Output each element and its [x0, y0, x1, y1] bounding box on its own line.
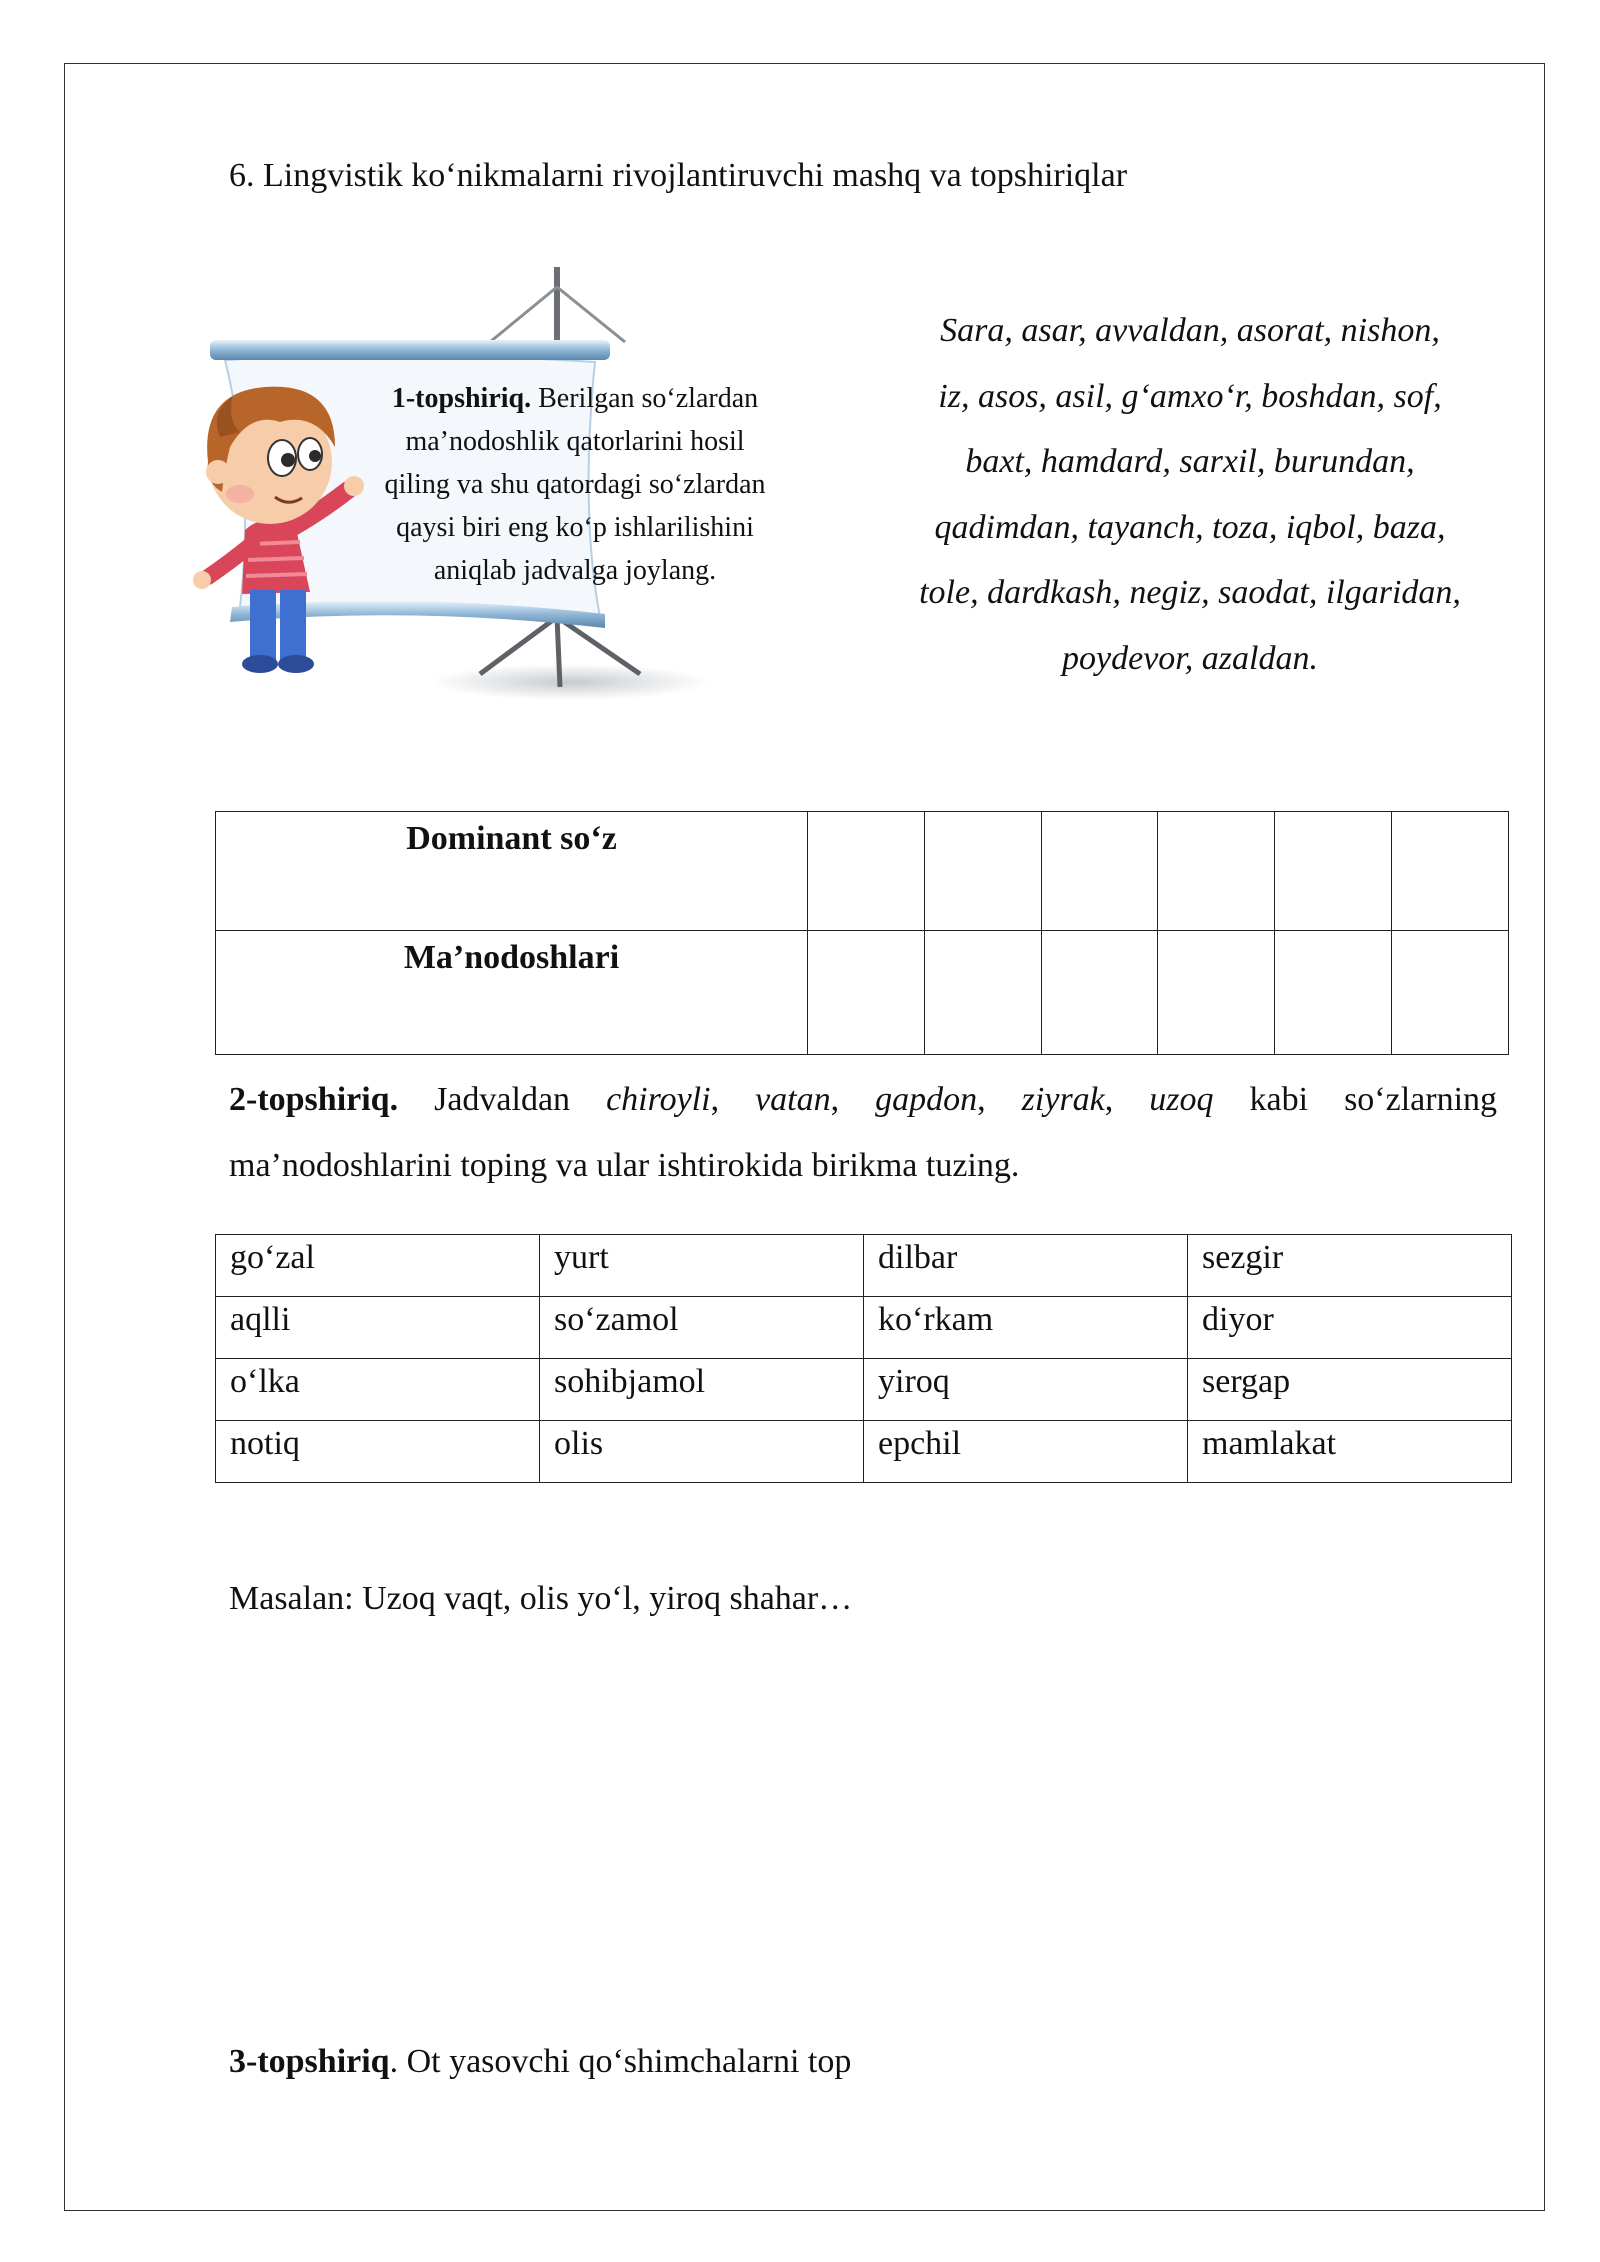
empty-cell[interactable]: [1041, 931, 1158, 1055]
word-table: [215, 1234, 1512, 1483]
row-label-dominant: Dominant so‘z: [216, 812, 808, 931]
section-heading: 6. Lingvistik ko‘nikmalarni rivojlantiruvchi mashq va topshiriqlar: [229, 157, 1128, 194]
table-row: [216, 812, 1509, 931]
empty-cell[interactable]: [1158, 812, 1275, 931]
task-2-word: uzoq: [1149, 1081, 1214, 1118]
table-cell: dilbar: [864, 1235, 1188, 1297]
empty-cell[interactable]: [1041, 812, 1158, 931]
table-cell: aqlli: [216, 1297, 540, 1359]
task-2-sep: ,: [977, 1081, 1022, 1118]
task-2-word: ziyrak: [1021, 1081, 1105, 1118]
word-list: [880, 298, 1500, 691]
table-row: [216, 1235, 1512, 1297]
empty-cell[interactable]: [1392, 931, 1509, 1055]
task-2-instructions: [229, 1067, 1497, 1199]
row-label-synonyms: Ma’nodoshlari: [216, 931, 808, 1055]
word-list-line: baxt, hamdard, sarxil, burundan,: [965, 443, 1415, 480]
table-row: [216, 1421, 1512, 1483]
table-cell: diyor: [1188, 1297, 1512, 1359]
table-cell: olis: [540, 1421, 864, 1483]
task-2-label: 2-topshiriq.: [229, 1081, 399, 1118]
task-1-line: ma’nodoshlik qatorlarini hosil: [405, 426, 745, 457]
example-text: Masalan: Uzoq vaqt, olis yo‘l, yiroq shahar…: [229, 1580, 853, 1617]
table-cell: mamlakat: [1188, 1421, 1512, 1483]
task-1-line: qiling va shu qatordagi so‘zlardan: [384, 469, 766, 500]
table-cell: so‘zamol: [540, 1297, 864, 1359]
word-list-line: poydevor, azaldan.: [1062, 639, 1318, 677]
task-1-line: Berilgan so‘zlardan: [531, 383, 759, 414]
task-3-text: . Ot yasovchi qo‘shimchalarni top: [389, 2043, 852, 2080]
task-2-sep: ,: [830, 1081, 876, 1118]
task-2-line-1: [229, 1067, 1497, 1133]
table-row: [216, 1359, 1512, 1421]
task-1-label: 1-topshiriq.: [391, 383, 532, 414]
task-2-word: chiroyli: [606, 1081, 711, 1118]
task-1-instructions: [345, 377, 805, 592]
task-2-sep: ,: [1104, 1081, 1150, 1118]
empty-cell[interactable]: [924, 931, 1041, 1055]
task-2-text: Jadvaldan: [398, 1081, 607, 1118]
task-3-instructions: [229, 2038, 851, 2086]
task-2-word: gapdon: [875, 1081, 978, 1118]
task-2-text: kabi so‘zlarning: [1213, 1081, 1498, 1118]
table-cell: notiq: [216, 1421, 540, 1483]
synonym-table: [215, 811, 1509, 1055]
table-cell: sohibjamol: [540, 1359, 864, 1421]
table-cell: go‘zal: [216, 1235, 540, 1297]
table-cell: ko‘rkam: [864, 1297, 1188, 1359]
task-2-word: vatan: [755, 1081, 831, 1118]
empty-cell[interactable]: [1275, 931, 1392, 1055]
word-list-line: qadimdan, tayanch, toza, iqbol, baza,: [934, 508, 1446, 546]
table-cell: sergap: [1188, 1359, 1512, 1421]
empty-cell[interactable]: [1275, 812, 1392, 931]
task-1-line: qaysi biri eng ko‘p ishlarilishini: [396, 512, 754, 543]
word-list-line: tole, dardkash, negiz, saodat, ilgaridan,: [919, 574, 1461, 611]
empty-cell[interactable]: [1392, 812, 1509, 931]
empty-cell[interactable]: [1158, 931, 1275, 1055]
table-cell: sezgir: [1188, 1235, 1512, 1297]
task-2-line-2: ma’nodoshlarini toping va ular ishtirokida birikma tuzing.: [229, 1147, 1020, 1184]
table-row: [216, 1297, 1512, 1359]
word-list-line: iz, asos, asil, g‘amxo‘r, boshdan, sof,: [938, 377, 1442, 415]
table-row: [216, 931, 1509, 1055]
table-cell: epchil: [864, 1421, 1188, 1483]
word-list-line: Sara, asar, avvaldan, asorat, nishon,: [940, 312, 1440, 349]
empty-cell[interactable]: [808, 812, 925, 931]
table-cell: o‘lka: [216, 1359, 540, 1421]
empty-cell[interactable]: [808, 931, 925, 1055]
task-3-label: 3-topshiriq: [229, 2043, 390, 2080]
table-cell: yiroq: [864, 1359, 1188, 1421]
task-2-sep: ,: [710, 1081, 756, 1118]
table-cell: yurt: [540, 1235, 864, 1297]
empty-cell[interactable]: [924, 812, 1041, 931]
task-1-line: aniqlab jadvalga joylang.: [433, 555, 717, 586]
